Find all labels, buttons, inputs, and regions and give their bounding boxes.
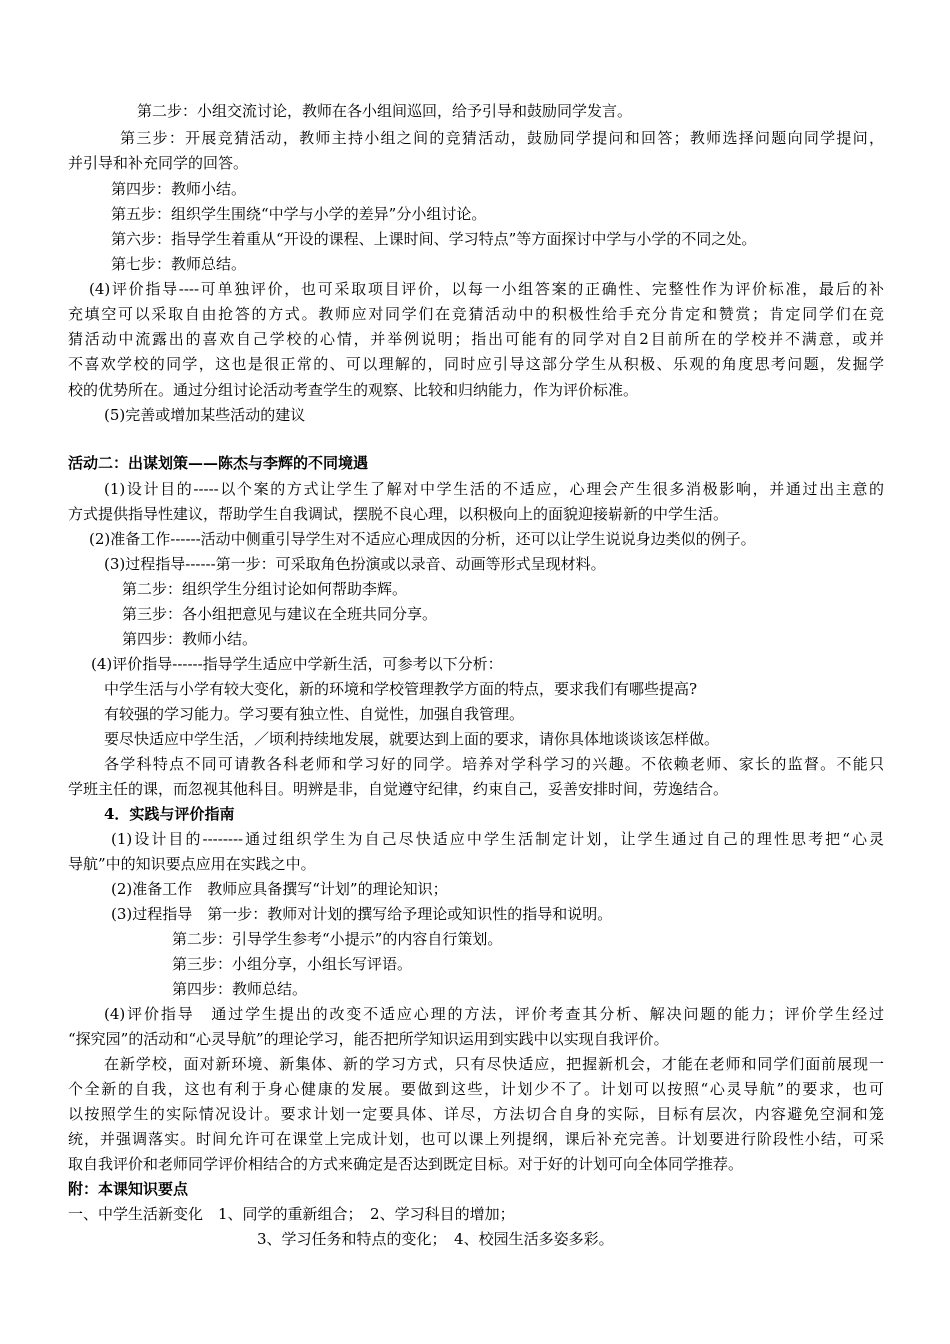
paragraph-line: 统，并强调落实。时间允许可在课堂上完成计划，也可以课上列提纲，课后补充完善。计划要进行阶段性小结，可采 <box>68 1130 884 1148</box>
knowledge-point-1: 一、中学生活新变化 1、同学的重新组合； 2、学习科目的增加； <box>68 1205 515 1223</box>
paragraph-line: 个全新的自我，这也有利于身心健康的发展。要做到这些，计划少不了。计划可以按照“心灵导航”的要求，也可 <box>68 1080 884 1098</box>
paragraph-line: 在新学校，面对新环境、新集体、新的学习方式，只有尽快适应，把握新机会，才能在老师和同学们面前展现一 <box>104 1055 884 1073</box>
section4-eval-guide: (4)评价指导 通过学生提出的改变不适应心理的方法，评价考查其分析、解决问题的能力；评价学生经过 <box>104 1005 884 1023</box>
paragraph-line: 校的优势所在。通过分组讨论活动考查学生的观察、比较和归纳能力，作为评价标准。 <box>68 381 639 399</box>
activity1-step6: 第六步：指导学生着重从“开设的课程、上课时间、学习特点”等方面探讨中学与小学的不同之处。 <box>111 230 757 248</box>
activity2-step3: 第三步：各小组把意见与建议在全班共同分享。 <box>122 605 438 623</box>
paragraph-line: 方式提供指导性建议，帮助学生自我调试，摆脱不良心理，以积极向上的面貌迎接崭新的中学生活。 <box>68 505 729 523</box>
paragraph-line: 不喜欢学校的同学，这也是很正常的、可以理解的，同时应引导这部分学生从积极、乐观的角度思考问题，发掘学 <box>68 355 884 373</box>
analysis-line: 要尽快适应中学生活，／顷利持续地发展，就要达到上面的要求，请你具体地谈谈该怎样做。 <box>104 730 720 748</box>
activity2-step2: 第二步：组织学生分组讨论如何帮助李辉。 <box>122 580 408 598</box>
activity1-step2: 第二步：小组交流讨论，教师在各小组间巡回，给予引导和鼓励同学发言。 <box>137 102 633 120</box>
activity1-step3: 第三步：开展竞猜活动，教师主持小组之间的竞猜活动，鼓励同学提问和回答；教师选择问题向同学提问， <box>120 129 884 147</box>
activity1-eval-guide: (4)评价指导----可单独评价，也可采取项目评价，以每一小组答案的正确性、完整性作为评价标准，最后的补 <box>89 280 884 298</box>
activity2-heading: 活动二：出谋划策——陈杰与李辉的不同境遇 <box>68 454 369 472</box>
activity2-preparation: (2)准备工作------活动中侧重引导学生对不适应心理成因的分析，还可以让学生说说身边类似的例子。 <box>89 530 756 548</box>
section4-heading: 4．实践与评价指南 <box>104 805 235 823</box>
paragraph-line: 以按照学生的实际情况设计。要求计划一定要具体、详尽，方法切合自身的实际，目标有层次，内容避免空洞和笼 <box>68 1105 884 1123</box>
section4-process-guide: (3)过程指导 第一步：教师对计划的撰写给予理论或知识性的指导和说明。 <box>111 905 613 923</box>
analysis-line: 各学科特点不同可请教各科老师和学习好的同学。培养对学科学习的兴趣。不依赖老师、家长的监督。不能只 <box>104 755 884 773</box>
activity1-step3-cont: 并引导和补充同学的回答。 <box>68 154 249 172</box>
activity1-step4: 第四步：教师小结。 <box>111 180 247 198</box>
paragraph-line: 猜活动中流露出的喜欢自己学校的心情，并举例说明；指出可能有的同学对自2目前所在的学校并不满意，或并 <box>68 330 884 348</box>
paragraph-line: “探究园”的活动和“心灵导航”的理论学习，能否把所学知识运用到实践中以实现自我评价。 <box>68 1030 669 1048</box>
paragraph-line: 导航”中的知识要点应用在实践之中。 <box>68 855 316 873</box>
section4-step4: 第四步：教师总结。 <box>172 980 308 998</box>
analysis-line: 中学生活与小学有较大变化，新的环境和学校管理教学方面的特点，要求我们有哪些提高? <box>104 680 698 698</box>
activity1-step7: 第七步：教师总结。 <box>111 255 247 273</box>
activity2-design-purpose: (1)设计目的-----以个案的方式让学生了解对中学生活的不适应，心理会产生很多消极影响，并通过出主意的 <box>104 480 884 498</box>
activity1-suggestions: (5)完善或增加某些活动的建议 <box>104 406 306 424</box>
activity1-step5: 第五步：组织学生围绕“中学与小学的差异”分小组讨论。 <box>111 205 487 223</box>
paragraph-line: 取自我评价和老师同学评价相结合的方式来确定是否达到既定目标。对于好的计划可向全体同学推荐。 <box>68 1155 744 1173</box>
activity2-step4: 第四步：教师小结。 <box>122 630 258 648</box>
knowledge-point-1-cont: 3、学习任务和特点的变化； 4、校园生活多姿多彩。 <box>257 1230 614 1248</box>
analysis-line: 学班主任的课，而忽视其他科目。明辨是非，自觉遵守纪律，约束自己，妥善安排时间，劳逸结合。 <box>68 780 729 798</box>
section4-step3: 第三步：小组分享，小组长写评语。 <box>172 955 413 973</box>
appendix-heading: 附：本课知识要点 <box>68 1180 189 1198</box>
section4-step2: 第二步：引导学生参考“小提示”的内容自行策划。 <box>172 930 503 948</box>
section4-preparation: (2)准备工作 教师应具备撰写“计划”的理论知识； <box>111 880 448 898</box>
paragraph-line: 充填空可以采取自由抢答的方式。教师应对同学们在竞猜活动中的积极性给手充分肯定和赞赏；肯定同学们在竞 <box>68 305 884 323</box>
activity2-eval-guide: (4)评价指导------指导学生适应中学新生活，可参考以下分析： <box>91 655 503 673</box>
analysis-line: 有较强的学习能力。学习要有独立性、自觉性，加强自我管理。 <box>104 705 525 723</box>
activity2-process-guide: (3)过程指导------第一步：可采取角色扮演或以录音、动画等形式呈现材料。 <box>104 555 606 573</box>
section4-design-purpose: (1)设计目的--------通过组织学生为自己尽快适应中学生活制定计划，让学生通过自己的理性思考把“心灵 <box>111 830 884 848</box>
